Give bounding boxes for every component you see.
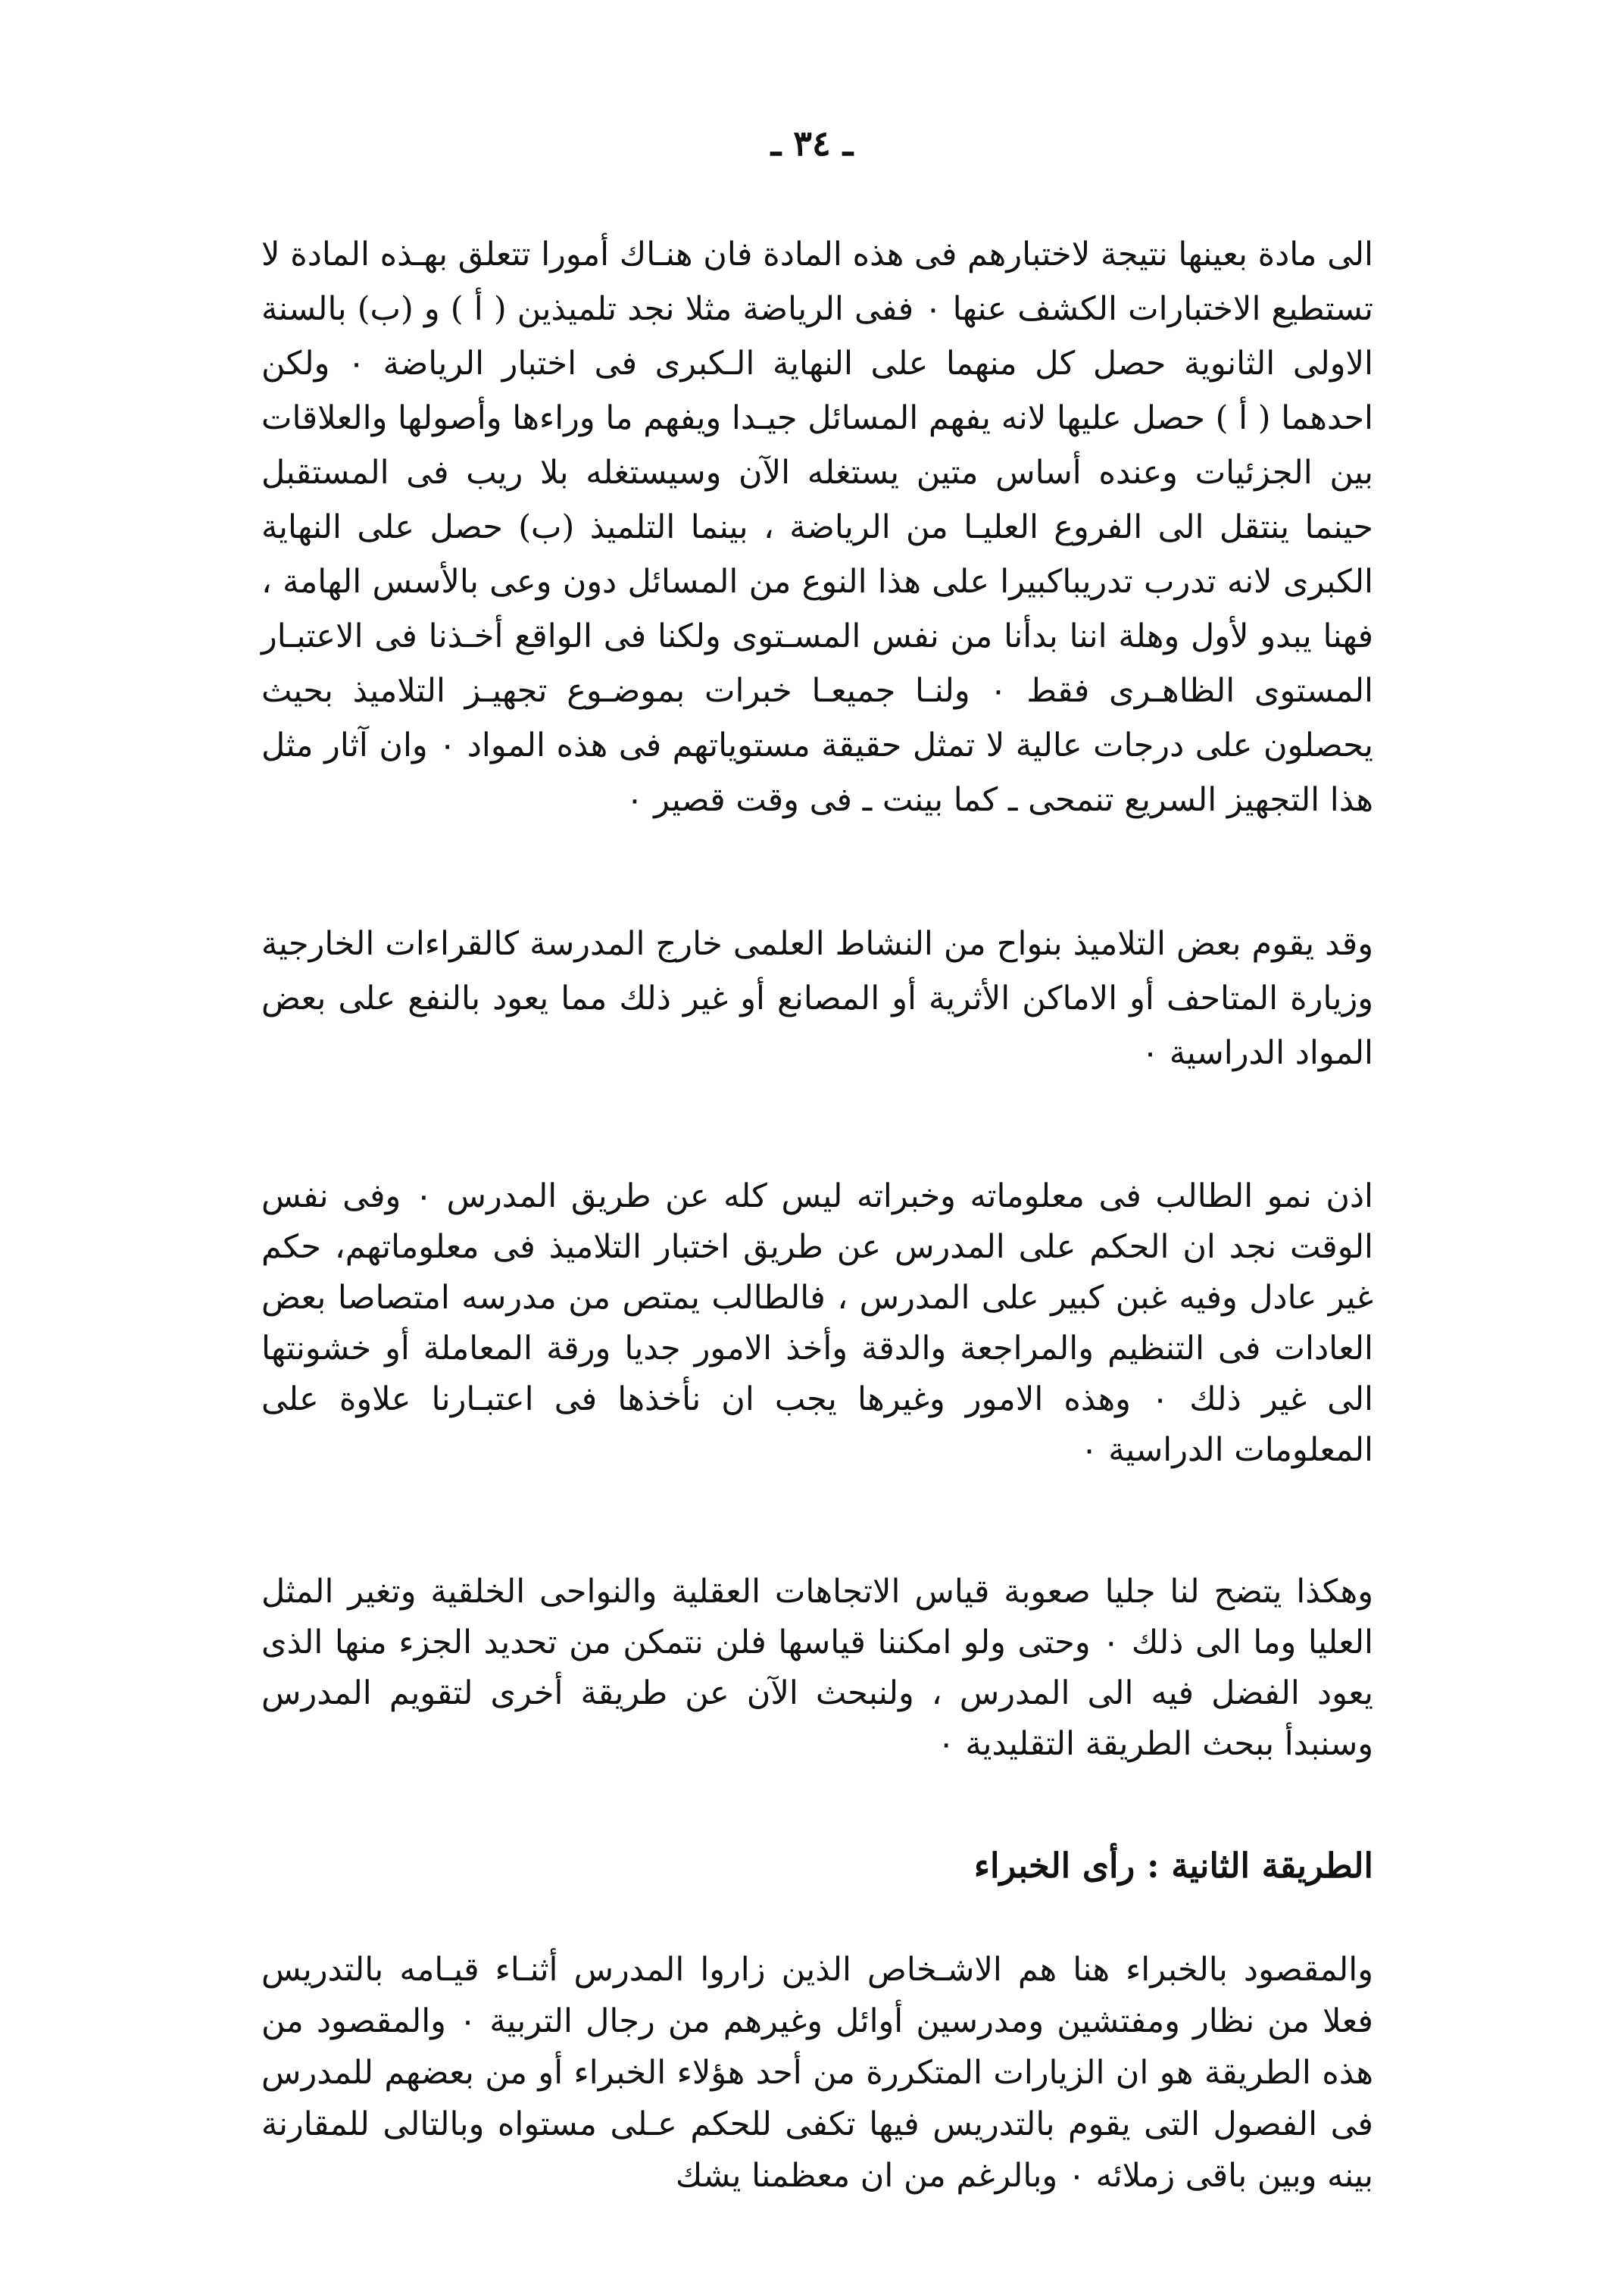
section-heading: الطريقة الثانية : رأى الخبراء — [973, 1846, 1373, 1886]
paragraph-3: اذن نمو الطالب فى معلوماته وخبراته ليس كله عن طريق المدرس ٠ وفى نفس الوقت نجد ان الحكم على المدرس عن طريق اختبار التلاميذ فى معلوماتهم، حكم غير عادل وفيه غبن كبير على المدرس ، فالطالب يمتص من مدرسه امتصاصا بعض العادات فى التنظيم والمراجعة والدقة وأخذ الامور جديا ورقة المعاملة أو خشونتها الى غير ذلك ٠ وهذه الامور وغيرها يجب ان نأخذها فى اعتبـارنا علاوة على المعلومات الدراسية ٠ — [261, 1177, 1373, 1469]
paragraph-2: وقد يقوم بعض التلاميذ بنواح من النشاط العلمى خارج المدرسة كالقراءات الخارجية وزيارة المتاحف أو الاماكن الأثرية أو المصانع أو غير ذلك مما يعود بالنفع على بعض المواد الدراسية ٠ — [261, 925, 1373, 1072]
page-number: ـ ٣٤ ـ — [770, 123, 854, 164]
page-body — [261, 227, 1373, 2202]
paragraph-4: وهكذا يتضح لنا جليا صعوبة قياس الاتجاهات العقلية والنواحى الخلقية وتغير المثل العليا وما الى ذلك ٠ وحتى ولو امكننا قياسها فلن نتمكن من تحديد الجزء منها الذى يعود الفضل فيه الى المدرس ، ولنبحث الآن عن طريقة أخرى لتقويم المدرس وسنبدأ ببحث الطريقة التقليدية ٠ — [261, 1573, 1373, 1763]
paragraph-5: والمقصود بالخبراء هنا هم الاشـخاص الذين زاروا المدرس أثنـاء قيـامه بالتدريس فعلا من نظار ومفتشين ومدرسين أوائل وغيرهم من رجال التربية ٠ والمقصود من هذه الطريقة هو ان الزيارات المتكررة من أحد هؤلاء الخبراء أو من بعضهم للمدرس فى الفصول التى يقوم بالتدريس فيها تكفى للحكم عـلى مستواه وبالتالى للمقارنة بينه وبين باقى زملائه ٠ وبالرغم من ان معظمنا يشك — [261, 1951, 1373, 2195]
paragraph-1: الى مادة بعينها نتيجة لاختبارهم فى هذه المادة فان هنـاك أمورا تتعلق بهـذه المادة لا تستطيع الاختبارات الكشف عنها ٠ ففى الرياضة مثلا نجد تلميذين ( أ ) و (ب) بالسنة الاولى الثانوية حصل كل منهما على النهاية الـكبرى فى اختبار الرياضة ٠ ولكن احدهما ( أ ) حصل عليها لانه يفهم المسائل جيـدا ويفهم ما وراءها وأصولها والعلاقات بين الجزئيات وعنده أساس متين يستغله الآن وسيستغله بلا ريب فى المستقبل حينما ينتقل الى الفروع العليـا من الرياضة ، بينما التلميذ (ب) حصل على النهاية الكبرى لانه تدرب تدريباكبيرا على هذا النوع من المسائل دون وعى بالأسس الهامة ، فهنا يبدو لأول وهلة اننا بدأنا من نفس المسـتوى ولكنا فى الواقع أخـذنا فى الاعتبـار المستوى الظاهـرى فقط ٠ ولنـا جميعـا خبرات بموضـوع تجهيـز التلاميذ بحيث يحصلون على درجات عالية لا تمثل حقيقة مستوياتهم فى هذه المواد ٠ وان آثار مثل هذا التجهيز السريع تنمحى ـ كما بينت ـ فى وقت قصير ٠ — [261, 236, 1373, 819]
